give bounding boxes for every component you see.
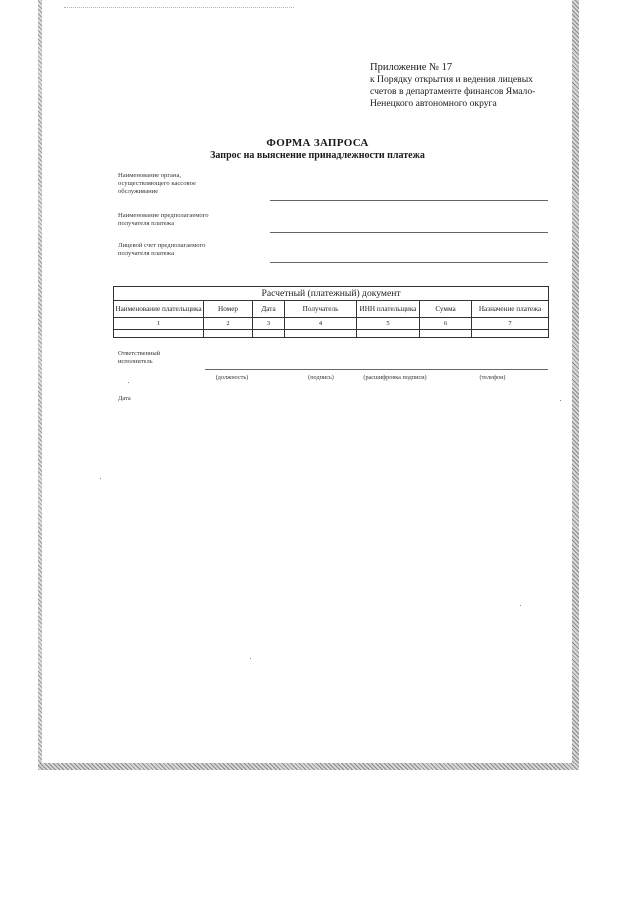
table-number-row — [114, 318, 549, 330]
form-title-sub: Запрос на выяснение принадлежности платежа — [210, 150, 425, 161]
field-line-recipient-account[interactable] — [270, 262, 548, 263]
responsible-label: Ответственный исполнитель — [118, 350, 161, 365]
table-header-cell: ИНН плательщика — [357, 301, 420, 318]
signature-caption-decoding: (расшифровка подписи) — [363, 374, 427, 381]
table-empty-cell[interactable] — [253, 330, 285, 338]
table-header-cell: Сумма — [420, 301, 472, 318]
scan-speck — [520, 605, 521, 606]
table-empty-cell[interactable] — [357, 330, 420, 338]
table-empty-cell[interactable] — [420, 330, 472, 338]
field-label-cash-service-body: Наименование органа, осуществляющего кассовое обслуживание — [118, 172, 196, 195]
signature-caption-signature: (подпись) — [308, 374, 334, 381]
scan-edge-right — [572, 0, 579, 770]
annex-number: Приложение № 17 — [370, 62, 453, 73]
table-number-cell: 4 — [285, 318, 357, 330]
signature-caption-phone: (телефон) — [479, 374, 506, 381]
field-line-recipient-name[interactable] — [270, 232, 548, 233]
signature-caption-position: (должность) — [215, 374, 249, 381]
field-label-recipient-name: Наименование предполагаемого получателя платежа — [118, 212, 209, 227]
table-empty-cell[interactable] — [114, 330, 204, 338]
table-empty-cell[interactable] — [472, 330, 549, 338]
scan-top-artifact — [64, 7, 294, 8]
form-title-main: ФОРМА ЗАПРОСА — [266, 137, 369, 149]
annex-line: счетов в департаменте финансов Ямало- — [370, 86, 536, 97]
table-header-cell: Наименование плательщика — [114, 301, 204, 318]
scan-speck — [250, 658, 251, 659]
table-header-cell: Получатель — [285, 301, 357, 318]
table-header-cell: Номер — [204, 301, 253, 318]
table-header-cell: Назначение платежа — [472, 301, 549, 318]
table-number-cell: 7 — [472, 318, 549, 330]
scan-speck — [100, 478, 101, 479]
table-caption: Расчетный (платежный) документ — [114, 287, 549, 301]
field-label-recipient-account: Лицевой счет предполагаемого получателя платежа — [118, 242, 206, 257]
scan-edge-bottom — [38, 763, 579, 770]
table-empty-row[interactable] — [114, 330, 549, 338]
table-number-cell: 3 — [253, 318, 285, 330]
table-empty-cell[interactable] — [204, 330, 253, 338]
date-label: Дата — [118, 395, 131, 402]
scan-speck — [128, 382, 129, 383]
document-page — [42, 0, 572, 765]
table-empty-cell[interactable] — [285, 330, 357, 338]
table-header-row — [114, 301, 549, 318]
annex-line: к Порядку открытия и ведения лицевых — [370, 74, 533, 85]
table-number-cell: 6 — [420, 318, 472, 330]
annex-header — [370, 62, 570, 110]
table-number-cell: 2 — [204, 318, 253, 330]
form-title — [180, 137, 455, 161]
payment-document-table — [113, 286, 549, 338]
signature-line[interactable] — [205, 369, 548, 370]
table-header-cell: Дата — [253, 301, 285, 318]
annex-line: Ненецкого автономного округа — [370, 98, 497, 109]
table-number-cell: 5 — [357, 318, 420, 330]
field-line-cash-service-body[interactable] — [270, 200, 548, 201]
table-number-cell: 1 — [114, 318, 204, 330]
scan-speck — [560, 400, 561, 401]
